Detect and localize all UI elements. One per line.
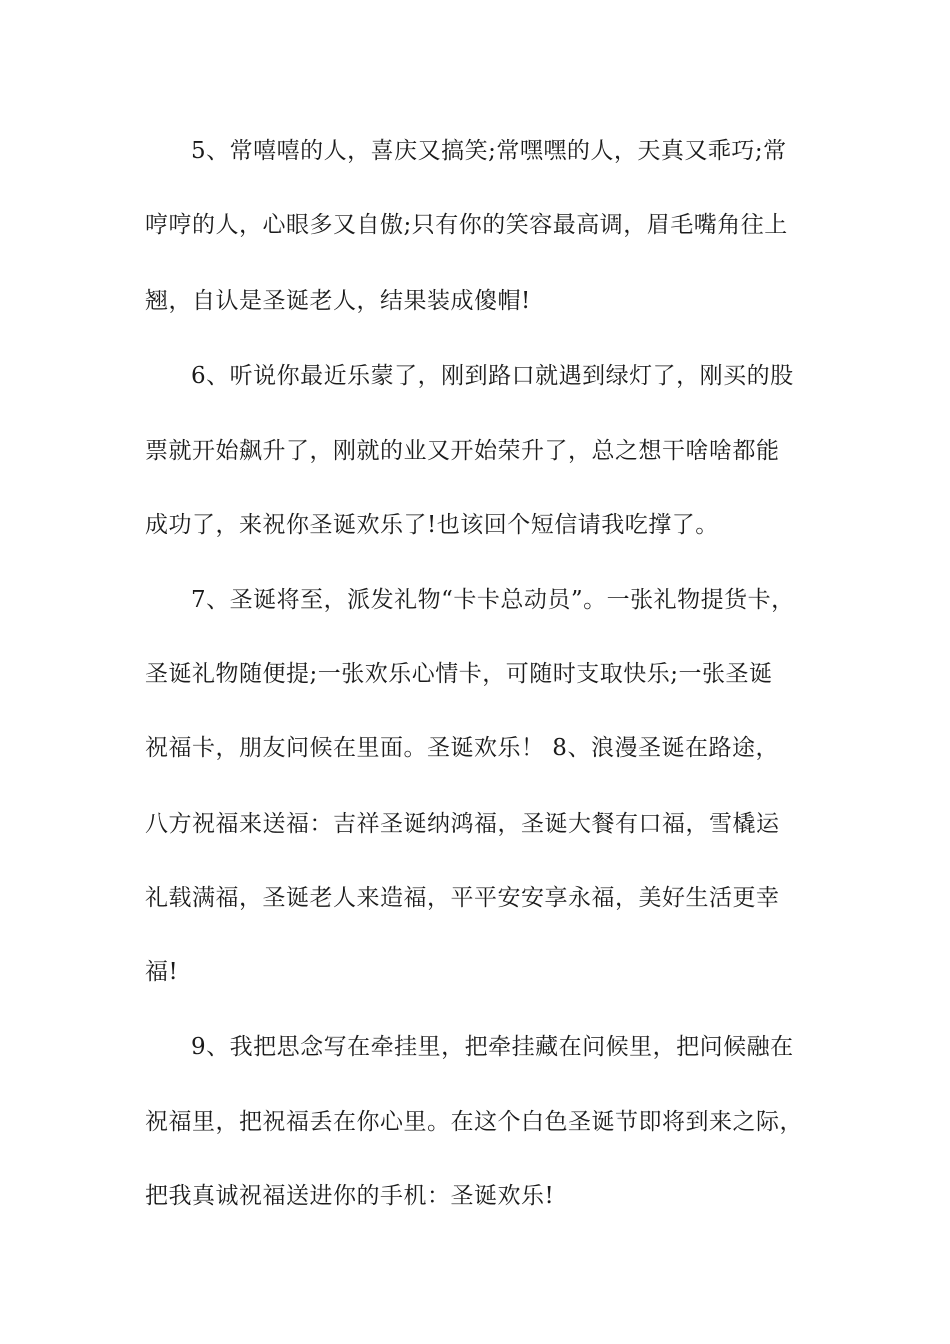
paragraph-5-line-2: 哼哼的人，心眼多又自傲;只有你的笑容最高调，眉毛嘴角往上 xyxy=(145,212,788,238)
paragraph-7-line-1: 7、圣诞将至，派发礼物“卡卡总动员”。一张礼物提货卡， xyxy=(191,587,795,613)
paragraph-7-line-2: 圣诞礼物随便提;一张欢乐心情卡，可随时支取快乐;一张圣诞 xyxy=(145,661,773,687)
paragraph-9-line-1: 9、我把思念写在牵挂里，把牵挂藏在问候里，把问候融在 xyxy=(191,1034,794,1060)
paragraph-7-line-3: 祝福卡，朋友问候在里面。圣诞欢乐！ 8、浪漫圣诞在路途， xyxy=(145,735,779,761)
paragraph-8-line-2: 八方祝福来送福：吉祥圣诞纳鸿福，圣诞大餐有口福，雪橇运 xyxy=(145,811,780,837)
paragraph-6-line-2: 票就开始飙升了，刚就的业又开始荣升了，总之想干啥啥都能 xyxy=(145,438,780,464)
paragraph-8-line-4: 福! xyxy=(145,959,179,985)
paragraph-8-line-3: 礼载满福，圣诞老人来造福，平平安安享永福，美好生活更幸 xyxy=(145,885,780,911)
paragraph-5-line-3: 翘，自认是圣诞老人，结果装成傻帽! xyxy=(145,288,531,314)
paragraph-6-line-1: 6、听说你最近乐蒙了，刚到路口就遇到绿灯了，刚买的股 xyxy=(191,363,794,389)
paragraph-6-line-3: 成功了，来祝你圣诞欢乐了!也该回个短信请我吃撑了。 xyxy=(145,512,719,538)
paragraph-9-line-3: 把我真诚祝福送进你的手机：圣诞欢乐! xyxy=(145,1183,555,1209)
paragraph-9-line-2: 祝福里，把祝福丢在你心里。在这个白色圣诞节即将到来之际， xyxy=(145,1109,803,1135)
paragraph-5-line-1: 5、常嘻嘻的人，喜庆又搞笑;常嘿嘿的人，天真又乖巧;常 xyxy=(191,138,787,164)
